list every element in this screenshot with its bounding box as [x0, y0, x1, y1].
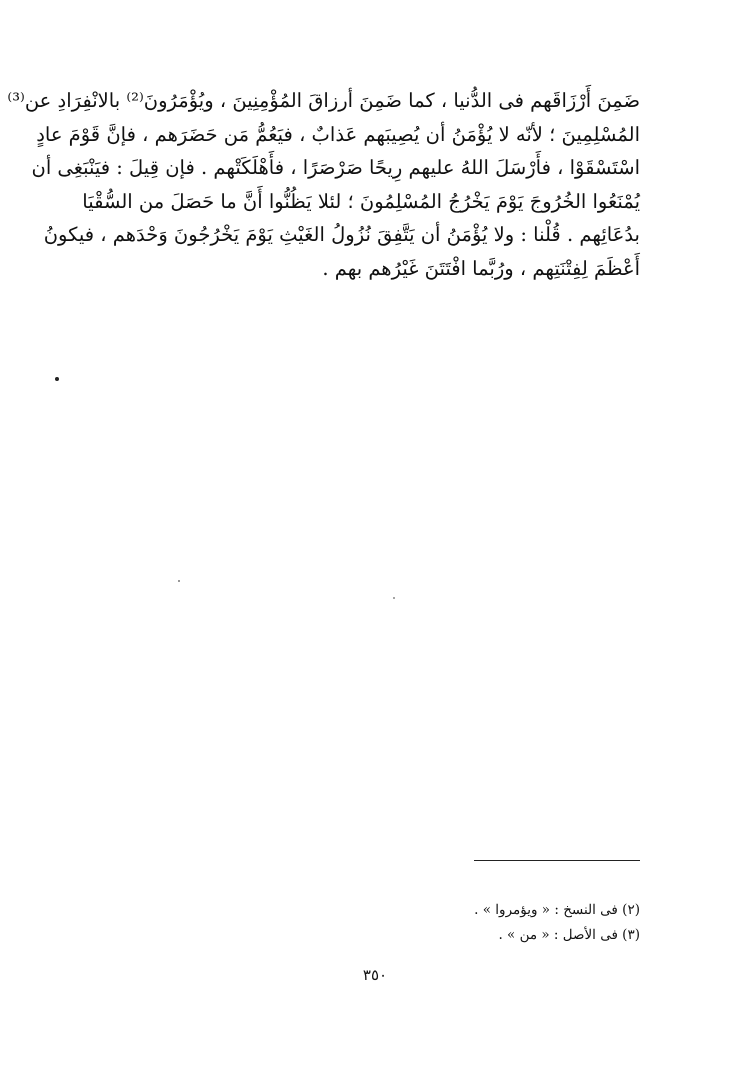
footnotes — [330, 898, 640, 948]
body-line-4: يُمْنَعُوا الخُرُوجَ يَوْمَ يَخْرُجُ المُسْلِمُونَ ؛ لئلا يَظُنُّوا أَنَّ ما حَصَلَ من السُّقْيَا — [82, 189, 640, 213]
scan-speck — [178, 580, 180, 582]
body-text — [7, 84, 640, 285]
footnote-3: (٣) فى الأصل : « من » . — [498, 927, 640, 943]
body-line-1: ضَمِنَ أَرْزَاقَهم فى الدُّنيا ، كما ضَمِنَ أرزاقَ المُؤْمِنِينَ ، ويُؤْمَرُونَ⁽²⁾ بالانْفِرَادِ عن⁽³⁾ — [7, 89, 640, 112]
footnote-2: (٢) فى النسخ : « ويؤمروا » . — [474, 902, 640, 918]
scan-speck — [393, 597, 395, 599]
page-number-value: ٣٥٠ — [362, 966, 388, 984]
page-number — [325, 966, 425, 984]
body-line-5: بدُعَائِهم . قُلْنا : ولا يُؤْمَنُ أن يَتَّفِقَ نُزُولُ الغَيْثِ يَوْمَ يَخْرُجُونَ وَحْدَهم ، فيكونُ — [43, 223, 640, 246]
scan-speck — [55, 377, 59, 381]
footnote-divider — [474, 860, 640, 861]
body-line-6: أَعْظَمَ لِفِتْنَتِهم ، ورُبَّما افْتَتَنَ غَيْرُهم بهم . — [322, 256, 640, 280]
body-line-2: المُسْلِمِينَ ؛ لأنّه لا يُؤْمَنُ أن يُصِيبَهم عَذابٌ ، فيَعُمُّ مَن حَضَرَهم ، فإنَّ قَوْمَ عادٍ — [36, 122, 640, 146]
body-line-3: اسْتَسْقَوْا ، فأَرْسَلَ اللهُ عليهم رِيحًا صَرْصَرًا ، فأَهْلَكَتْهم . فإن قِيلَ : فيَنْبَغِى أن — [31, 156, 640, 179]
